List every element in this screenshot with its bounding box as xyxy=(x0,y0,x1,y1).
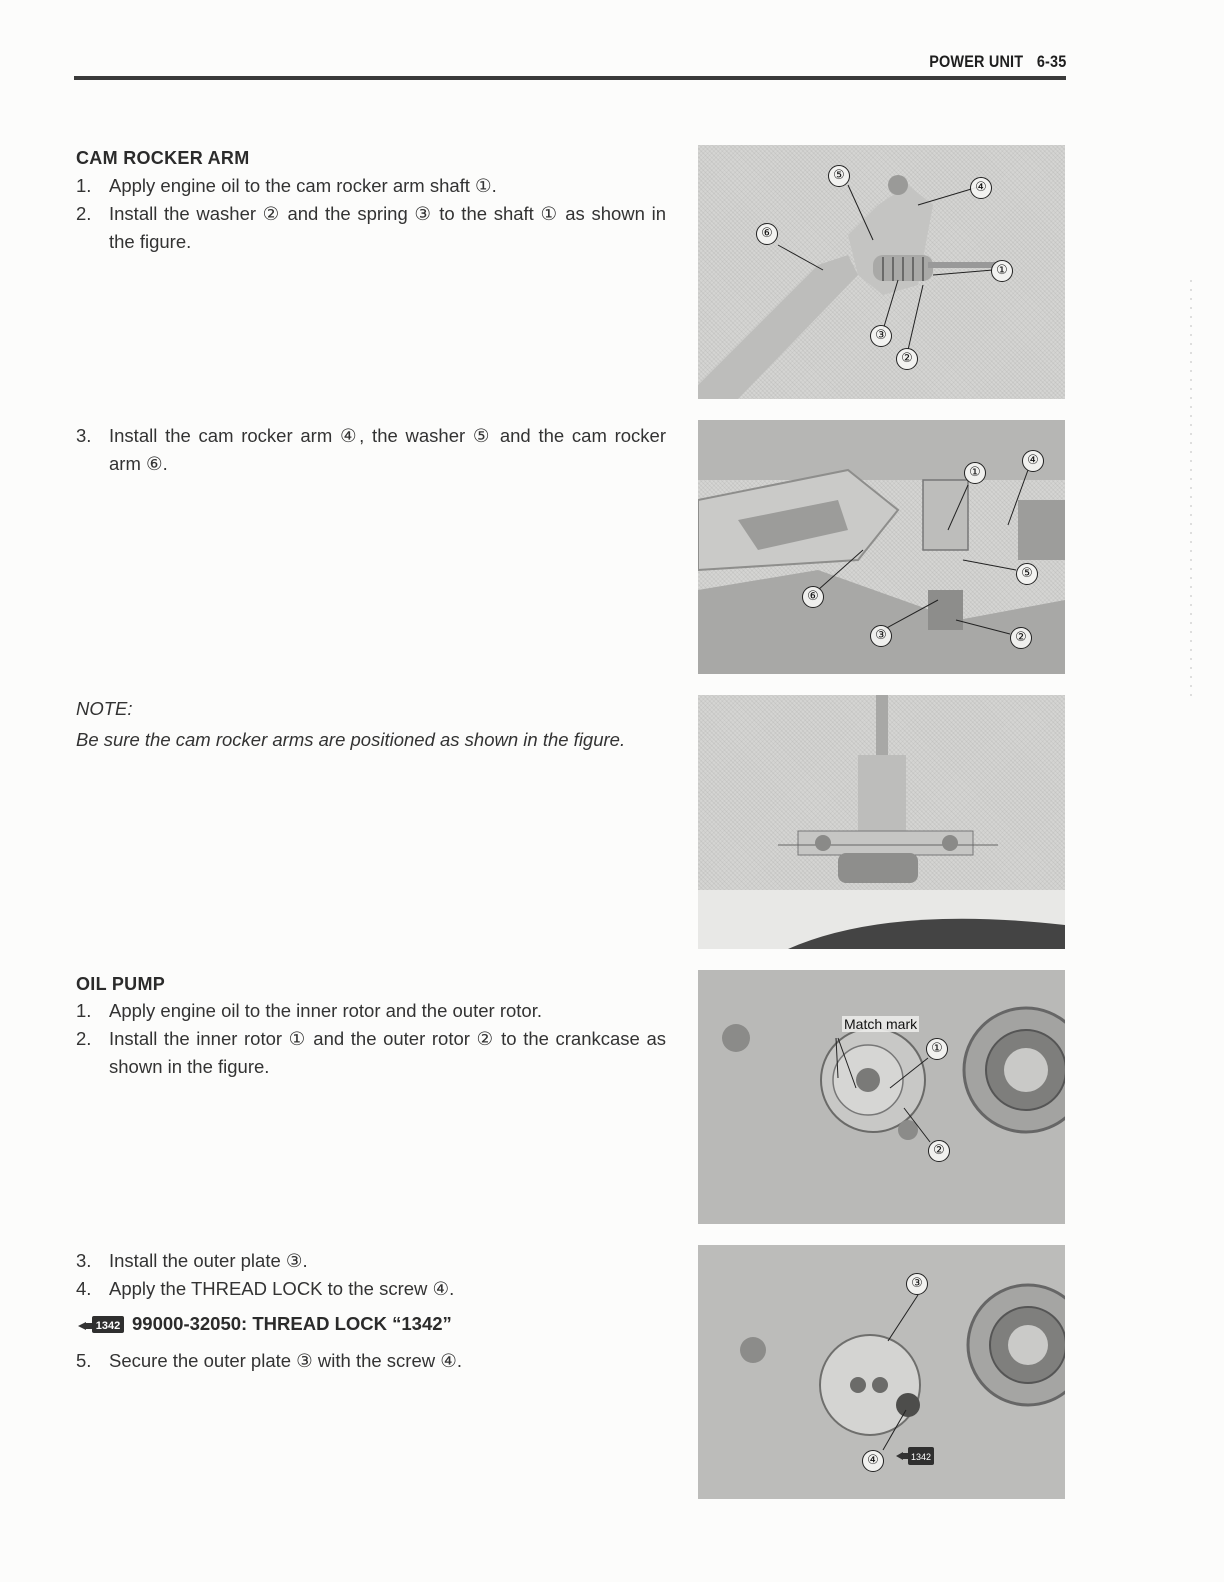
callout-3: ③ xyxy=(870,625,892,647)
oil-step-5 xyxy=(76,1347,666,1375)
callout-3: ③ xyxy=(870,325,892,347)
match-mark-label: Match mark xyxy=(844,1016,918,1032)
figure-4-illustration xyxy=(698,970,1065,1224)
fig5-icon-label: 1342 xyxy=(910,1452,932,1462)
figure-cam-rocker-shaft xyxy=(698,145,1065,399)
step-text: Apply engine oil to the cam rocker arm shaft ①. xyxy=(109,175,497,196)
thread-lock-icon-label: 1342 xyxy=(95,1320,121,1332)
callout-6: ⑥ xyxy=(802,586,824,608)
oil-step-2 xyxy=(76,1025,666,1081)
step-number: 3. xyxy=(76,425,92,446)
callout-5: ⑤ xyxy=(828,165,850,187)
cam-step-3 xyxy=(76,422,666,478)
callout-2: ② xyxy=(928,1140,950,1162)
callout-1: ① xyxy=(964,462,986,484)
scan-margin-dots xyxy=(1190,280,1192,700)
callout-4: ④ xyxy=(1022,450,1044,472)
figure-cam-rocker-position xyxy=(698,695,1065,949)
header-rule xyxy=(74,76,1066,80)
callout-5: ⑤ xyxy=(1016,563,1038,585)
header-section: POWER UNIT xyxy=(928,52,1023,71)
step-number: 4. xyxy=(76,1278,92,1299)
cam-step-1 xyxy=(76,172,666,200)
step-number: 5. xyxy=(76,1350,92,1371)
thread-lock-icon xyxy=(76,1312,128,1336)
callout-2: ② xyxy=(896,348,918,370)
thread-lock-spec-text: 99000-32050: THREAD LOCK “1342” xyxy=(132,1313,452,1334)
callout-1: ① xyxy=(991,260,1013,282)
step-text: Secure the outer plate ③ with the screw ④. xyxy=(109,1350,462,1371)
callout-3: ③ xyxy=(906,1273,928,1295)
step-text: Apply the THREAD LOCK to the screw ④. xyxy=(109,1278,455,1299)
step-number: 2. xyxy=(76,1028,92,1049)
step-text: Install the inner rotor ① and the outer rotor ② to the crankcase as shown in the figure. xyxy=(109,1028,666,1077)
oil-step-4 xyxy=(76,1275,666,1303)
callout-1: ① xyxy=(926,1038,948,1060)
step-text: Install the washer ② and the spring ③ to the shaft ① as shown in the figure. xyxy=(109,203,666,252)
oil-pump-title: OIL PUMP xyxy=(76,974,166,994)
step-number: 1. xyxy=(76,1000,92,1021)
thread-lock-spec xyxy=(76,1312,452,1336)
figure-cam-rocker-installed xyxy=(698,420,1065,674)
oil-step-3 xyxy=(76,1247,666,1275)
callout-4: ④ xyxy=(970,177,992,199)
step-text: Install the cam rocker arm ④, the washer ⑤ and the cam rocker arm ⑥. xyxy=(109,425,666,474)
step-text: Install the outer plate ③. xyxy=(109,1250,308,1271)
note-label: NOTE: xyxy=(76,698,133,719)
callout-2: ② xyxy=(1010,627,1032,649)
step-number: 1. xyxy=(76,175,92,196)
step-text: Apply engine oil to the inner rotor and the outer rotor. xyxy=(109,1000,542,1021)
step-number: 2. xyxy=(76,203,92,224)
cam-rocker-title: CAM ROCKER ARM xyxy=(76,148,250,168)
cam-step-2 xyxy=(76,200,666,256)
figure-oil-pump-rotors xyxy=(698,970,1065,1224)
callout-4: ④ xyxy=(862,1450,884,1472)
note-text: Be sure the cam rocker arms are positioned as shown in the figure. xyxy=(76,729,626,750)
header-page-number: 6-35 xyxy=(1036,52,1066,71)
figure-3-illustration xyxy=(698,695,1065,949)
step-number: 3. xyxy=(76,1250,92,1271)
oil-step-1 xyxy=(76,997,666,1025)
figure-oil-pump-outer-plate xyxy=(698,1245,1065,1499)
callout-6: ⑥ xyxy=(756,223,778,245)
header-text xyxy=(915,52,1066,72)
